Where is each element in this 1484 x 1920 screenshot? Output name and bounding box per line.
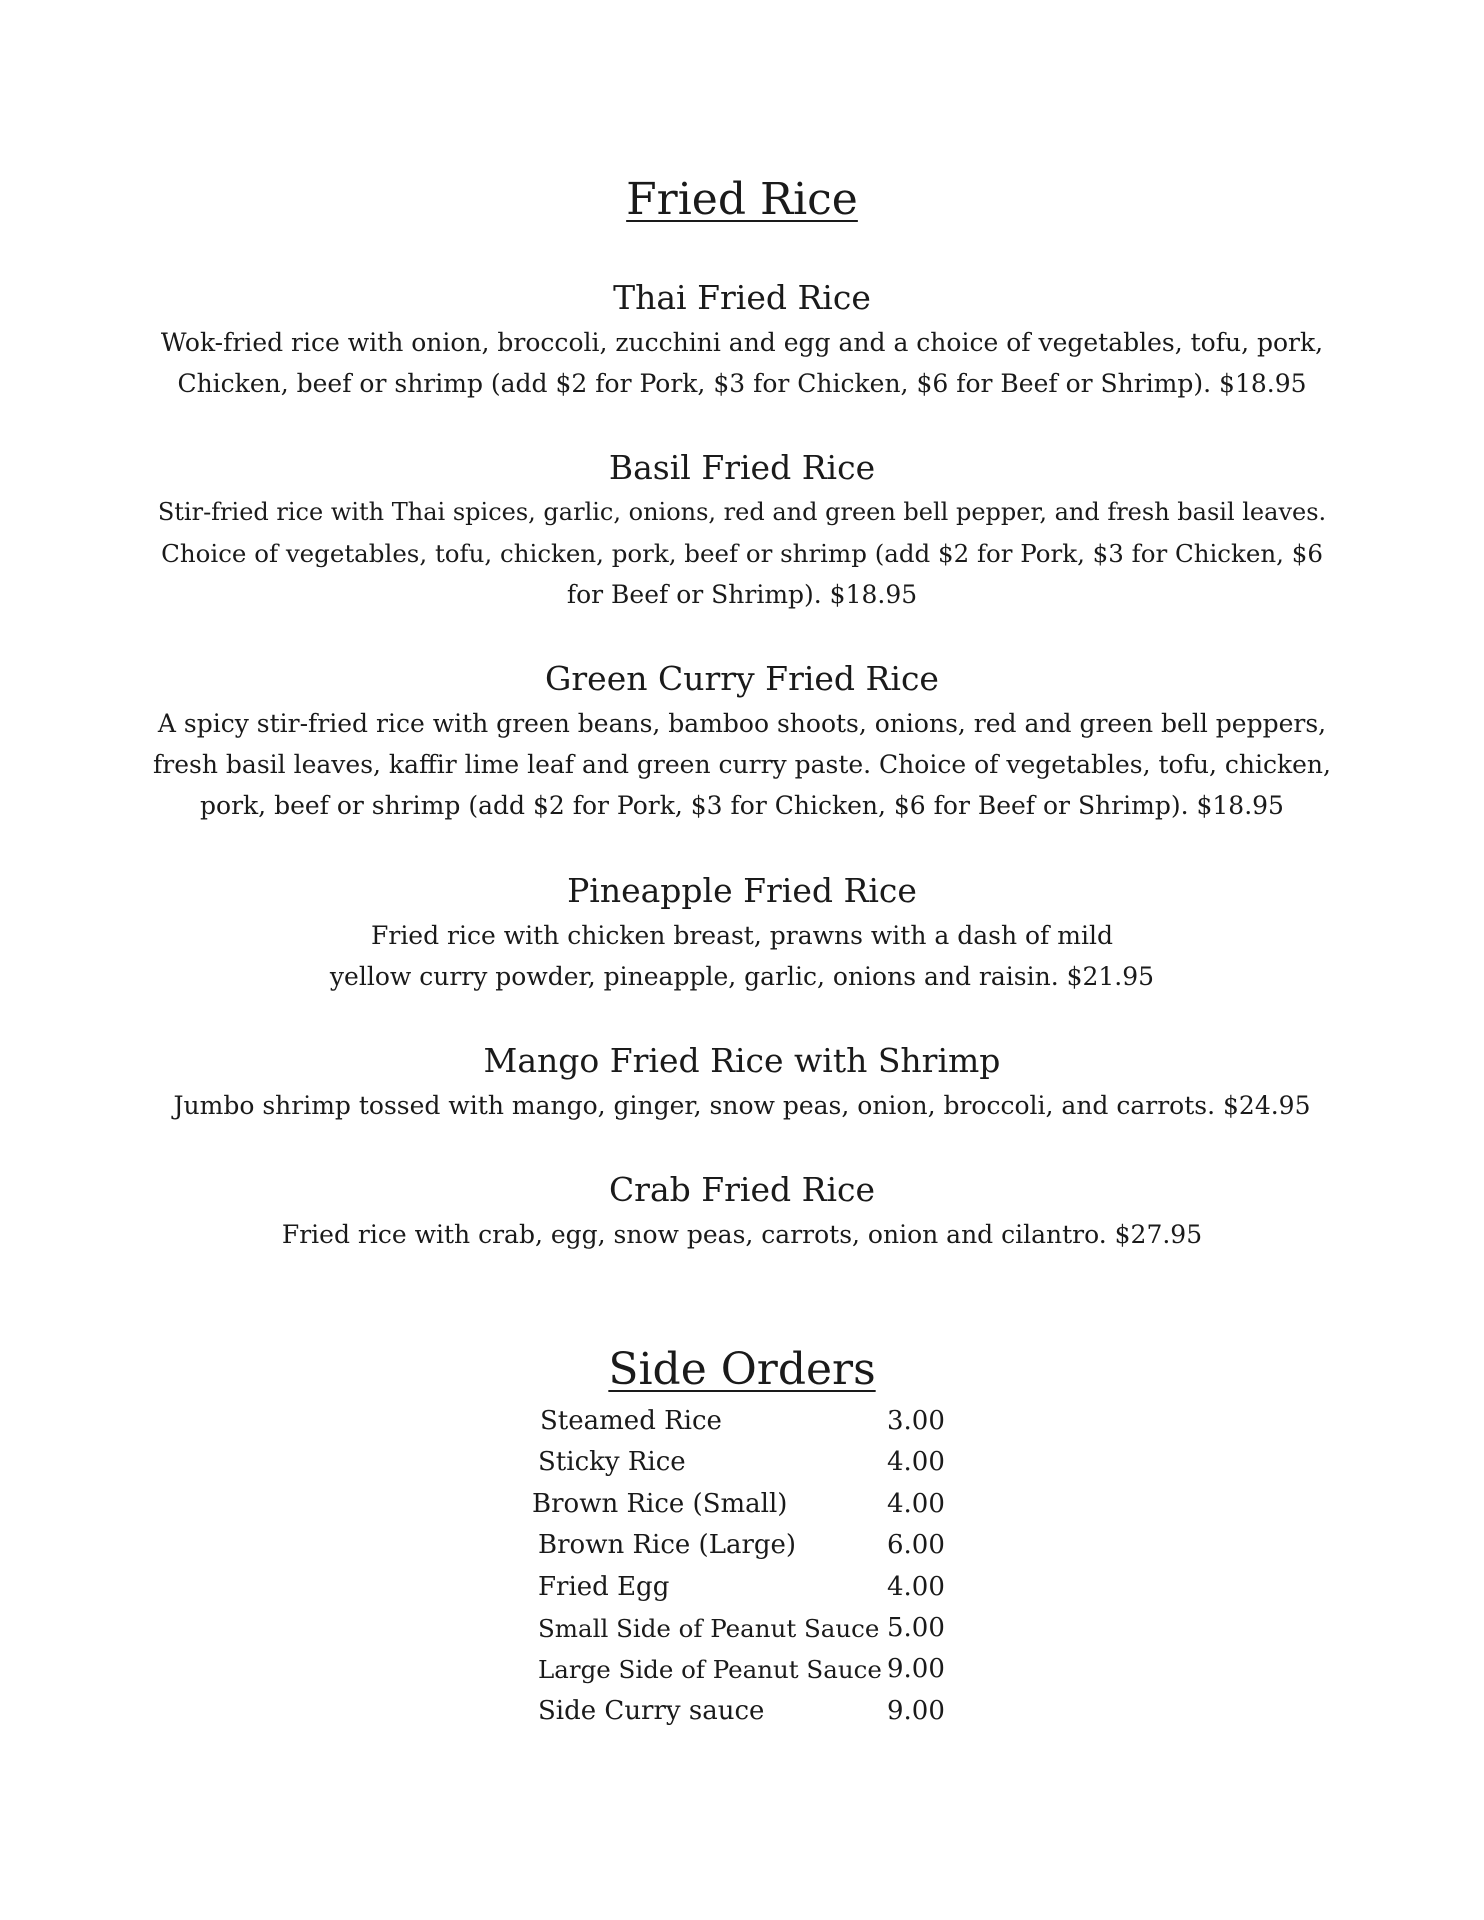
menu-item-crab-fried-rice	[150, 1168, 1334, 1255]
side-order-price: 6.00	[887, 1530, 945, 1561]
menu-item-name: Green Curry Fried Rice	[545, 659, 939, 698]
list-item	[532, 1525, 1012, 1566]
side-order-name: Brown Rice (Large)	[538, 1530, 797, 1561]
side-order-price: 4.00	[887, 1571, 945, 1602]
side-orders-heading: Side Orders	[608, 1344, 876, 1395]
menu-item-name: Pineapple Fried Rice	[567, 871, 917, 910]
list-item	[532, 1484, 1012, 1525]
list-item	[532, 1567, 1012, 1608]
menu-item-name: Mango Fried Rice with Shrimp	[483, 1041, 1001, 1080]
side-order-price: 4.00	[887, 1447, 945, 1478]
side-order-name: Small Side of Peanut Sauce	[538, 1613, 880, 1643]
fried-rice-heading: Fried Rice	[626, 174, 858, 225]
side-orders-list	[532, 1401, 1012, 1732]
list-item	[532, 1442, 1012, 1483]
menu-item-mango-fried-rice-with-shrimp	[150, 1039, 1334, 1126]
list-item	[532, 1608, 1012, 1649]
menu-item-name: Crab Fried Rice	[608, 1170, 876, 1209]
menu-item-pineapple-fried-rice	[150, 869, 1334, 997]
side-order-name: Steamed Rice	[540, 1406, 722, 1436]
menu-item-thai-fried-rice	[150, 276, 1334, 404]
list-item	[532, 1401, 1012, 1442]
menu-item-description: Wok-fried rice with onion, broccoli, zucchini and egg and a choice of vegetables, tofu, pork, Chicken, beef or shrimp (add $2 for Pork, $3 for Chicken, $6 for Beef or Shrimp). $18.95	[160, 328, 1324, 398]
list-item	[532, 1691, 1012, 1732]
menu-item-description: Fried rice with chicken breast, prawns with a dash of mild yellow curry powder, pineapple, garlic, onions and raisin. $21.95	[329, 921, 1155, 991]
menu-item-description: Fried rice with crab, egg, snow peas, carrots, onion and cilantro. $27.95	[281, 1220, 1203, 1249]
side-order-price: 4.00	[887, 1488, 945, 1519]
list-item	[532, 1649, 1012, 1690]
menu-item-name: Basil Fried Rice	[608, 448, 876, 487]
menu-item-basil-fried-rice	[150, 446, 1334, 615]
menu-item-description: A spicy stir-fried rice with green beans, bamboo shoots, onions, red and green bell peppers, fresh basil leaves, kaffir lime leaf and green curry paste. Choice of vegetables, tofu, chicken, pork, beef or shrimp (add $2 for Pork, $3 for Chicken, $6 for Beef or Shrimp). $18.95	[153, 709, 1331, 820]
menu-item-description: Jumbo shrimp tossed with mango, ginger, snow peas, onion, broccoli, and carrots. $24.95	[173, 1091, 1311, 1120]
side-order-name: Sticky Rice	[538, 1447, 686, 1478]
side-order-price: 5.00	[887, 1612, 945, 1643]
side-order-name: Large Side of Peanut Sauce	[538, 1655, 882, 1685]
side-order-name: Brown Rice (Small)	[532, 1488, 788, 1519]
menu-item-name: Thai Fried Rice	[613, 278, 871, 317]
side-order-price: 9.00	[887, 1695, 945, 1726]
side-order-price: 9.00	[887, 1654, 945, 1685]
menu-item-description: Stir-fried rice with Thai spices, garlic, onions, red and green bell pepper, and fresh basil leaves. Choice of vegetables, tofu, chicken, pork, beef or shrimp (add $2 for Pork, $3 for Chicken, $6 for Beef or Shrimp). $18.95	[157, 498, 1327, 609]
side-order-name: Side Curry sauce	[538, 1695, 765, 1726]
side-order-price: 3.00	[887, 1406, 945, 1436]
side-order-name: Fried Egg	[538, 1571, 670, 1602]
menu-item-green-curry-fried-rice	[150, 657, 1334, 826]
